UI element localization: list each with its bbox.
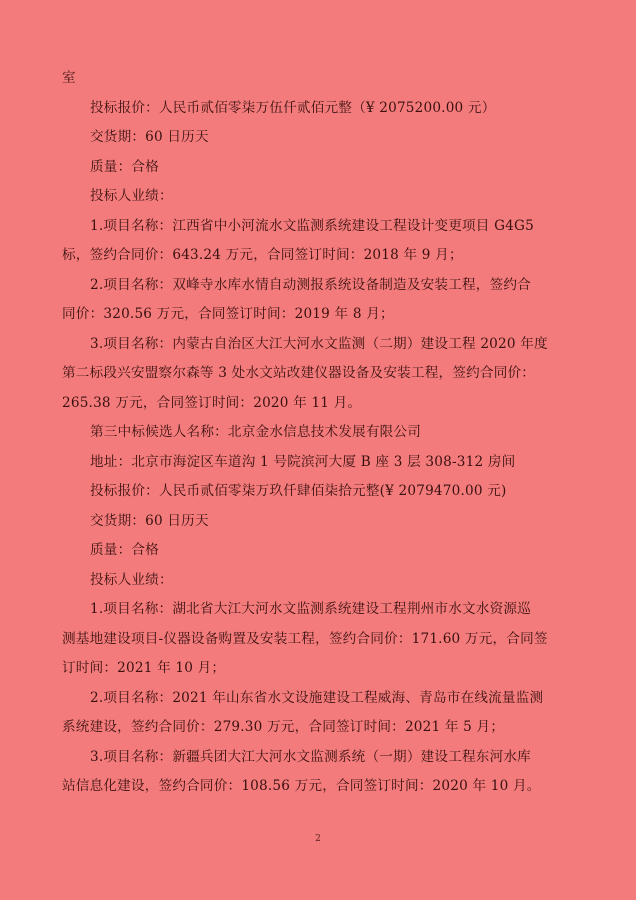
text-line: 第三中标候选人名称：北京金水信息技术发展有限公司 [90,424,422,440]
text-line: 交货期：60 日历天 [90,129,209,145]
text-line: 1.项目名称：江西省中小河流水文监测系统建设工程设计变更项目 G4G5 [90,217,534,234]
text-line: 2.项目名称：2021 年山东省水文设施建设工程威海、青岛市在线流量监测 [90,689,544,706]
text-line: 标，签约合同价：643.24 万元，合同签订时间：2018 年 9 月； [62,247,463,263]
text-line: 3.项目名称：内蒙古自治区大江大河水文监测（二期）建设工程 2020 年度 [90,335,548,352]
text-line: 2.项目名称：双峰寺水库水情自动测报系统设备制造及安装工程，签约合 [90,276,531,293]
text-line: 室 [62,70,76,86]
document-body [62,64,576,802]
text-line: 系统建设，签约合同价：279.30 万元，合同签订时间：2021 年 5 月； [62,719,505,735]
text-line: 同价：320.56 万元，合同签订时间：2019 年 8 月； [62,306,394,322]
text-line: 交货期：60 日历天 [90,512,209,529]
text-line: 投标报价：人民币贰佰零柒万伍仟贰佰元整（¥ 2075200.00 元） [90,99,496,116]
text-line: 投标报价：人民币贰佰零柒万玖仟肆佰柒拾元整(¥ 2079470.00 元) [90,483,507,499]
text-line: 投标人业绩： [90,571,173,588]
text-line: 3.项目名称：新疆兵团大江大河水文监测系统（一期）建设工程东河水库 [90,748,531,765]
text-line: 1.项目名称：湖北省大江大河水文监测系统建设工程荆州市水文水资源巡 [90,601,531,617]
text-line: 投标人业绩： [90,188,173,204]
text-line: 订时间：2021 年 10 月； [62,660,226,676]
text-line: 地址：北京市海淀区车道沟 1 号院滨河大厦 B 座 3 层 308-312 房间 [90,453,516,470]
text-line: 质量：合格 [90,158,159,175]
text-line: 站信息化建设，签约合同价：108.56 万元，合同签订时间：2020 年 10 月。 [62,778,541,794]
page-number: 2 [315,834,321,844]
text-line: 265.38 万元，合同签订时间：2020 年 11 月。 [62,394,362,411]
text-line: 测基地建设项目-仪器设备购置及安装工程，签约合同价：171.60 万元，合同签 [62,630,548,647]
text-line: 质量：合格 [90,542,159,558]
text-line: 第二标段兴安盟察尔森等 3 处水文站改建仪器设备及安装工程，签约合同价： [62,365,536,381]
